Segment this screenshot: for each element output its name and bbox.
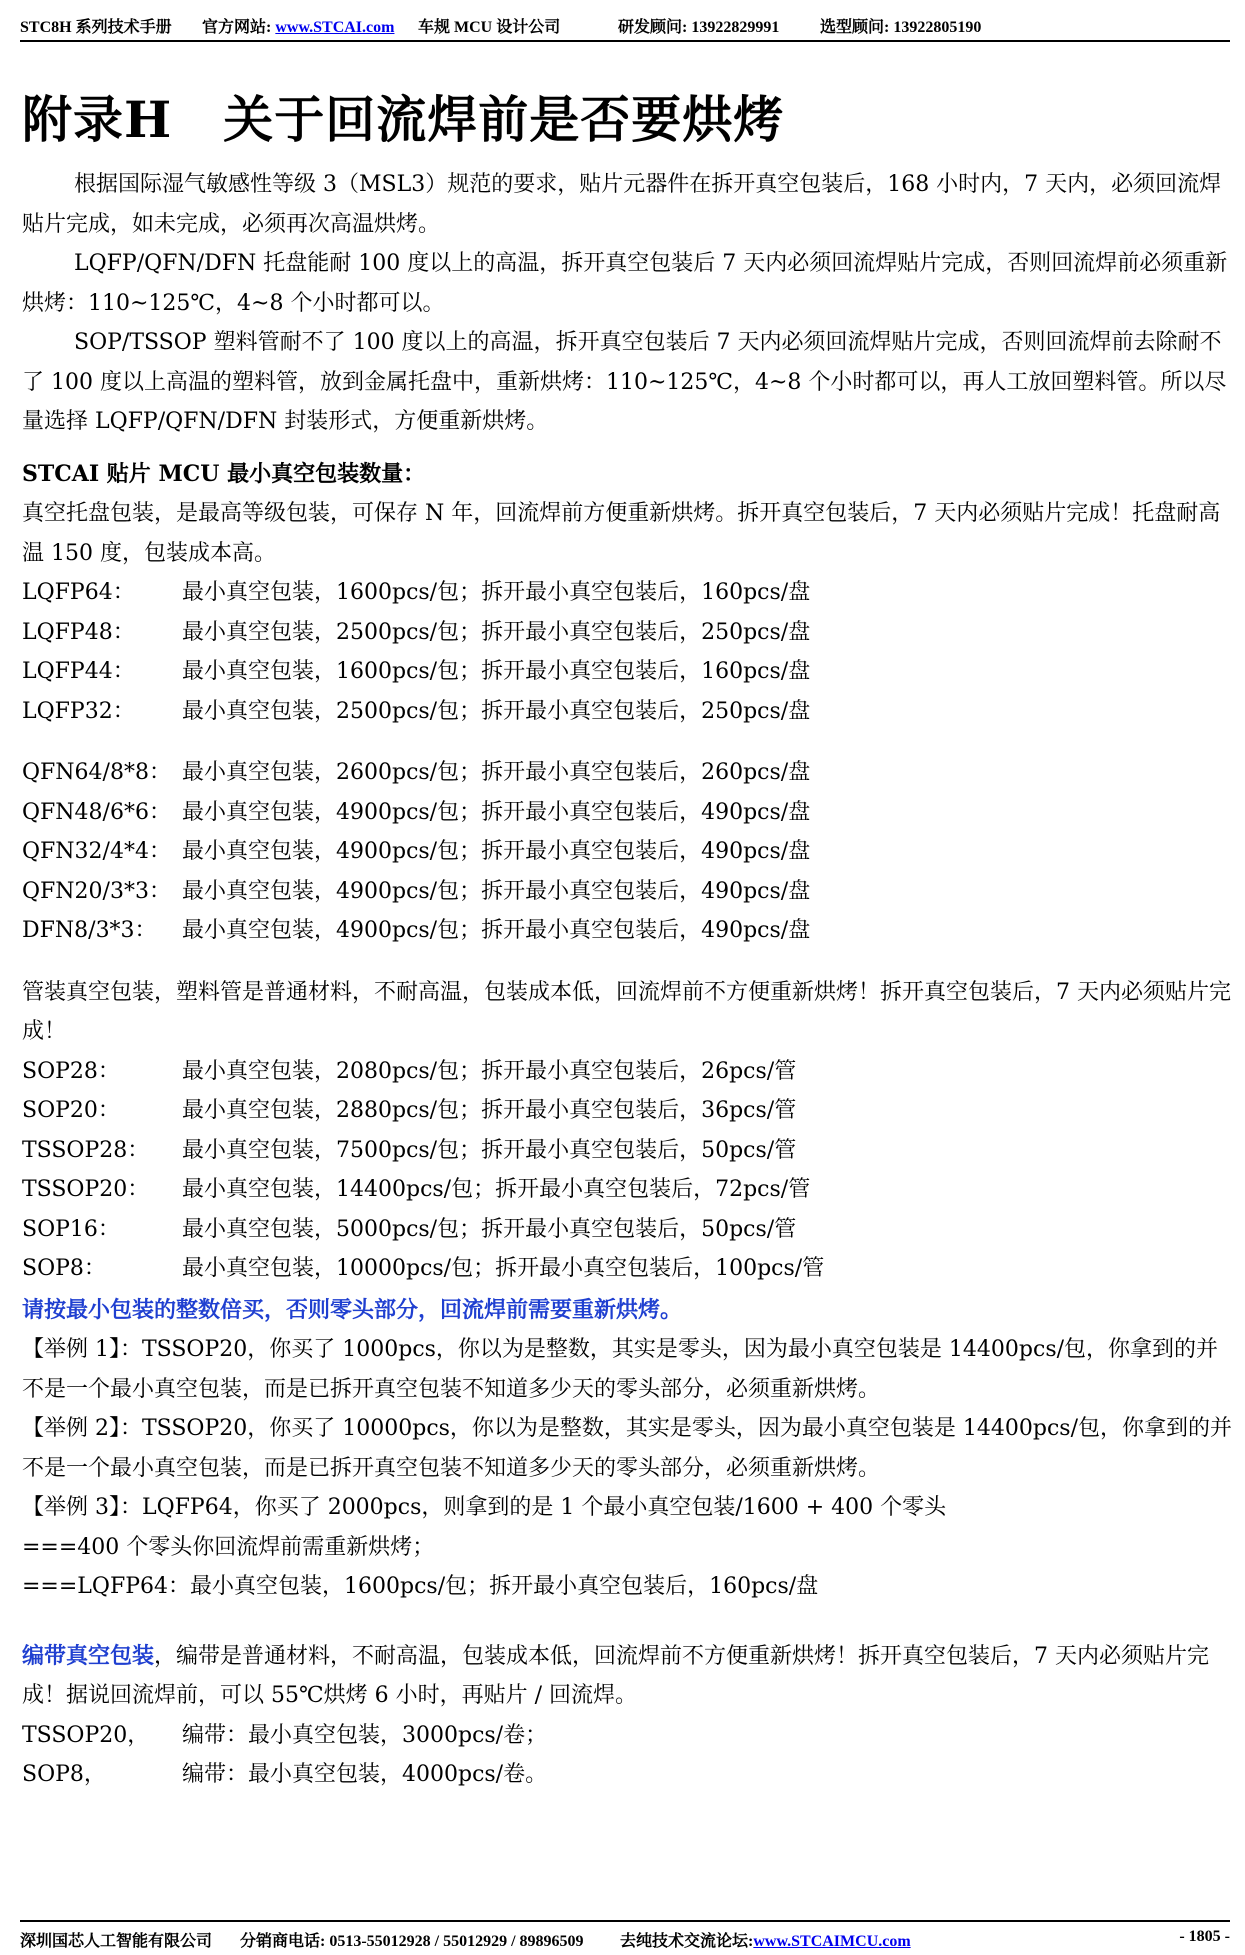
page-header — [20, 10, 1230, 42]
lqfp-row — [22, 573, 1232, 613]
spacer — [22, 1607, 1232, 1637]
package-spec: 最小真空包装，2880pcs/包；拆开最小真空包装后，36pcs/管 — [182, 1098, 797, 1123]
tape-row — [22, 1716, 1232, 1756]
manual-name: STC8H 系列技术手册 — [20, 19, 172, 36]
package-name: TSSOP28： — [22, 1137, 150, 1163]
qfn-row — [22, 753, 1232, 793]
example-2: 【举例 2】：TSSOP20，你买了 10000pcs，你以为是整数，其实是零头，因为最小真空包装是 14400pcs/包，你拿到的并不是一个最小真空包装，而是已拆开真空包装不知道多少天的零头部分，必须重新烘烤。 — [22, 1416, 1233, 1481]
tube-row — [22, 1249, 1232, 1289]
intro-paragraph-2: LQFP/QFN/DFN 托盘能耐 100 度以上的高温，拆开真空包装后 7 天内必须回流焊贴片完成，否则回流焊前必须重新烘烤：110~125℃，4~8 个小时都可以。 — [22, 251, 1228, 316]
lqfp-row — [22, 652, 1232, 692]
package-spec: 最小真空包装，2500pcs/包；拆开最小真空包装后，250pcs/盘 — [182, 619, 811, 645]
package-name: LQFP32： — [22, 698, 135, 724]
tape-lead: 编带真空包装 — [22, 1642, 155, 1669]
site-label: 官方网站: — [202, 19, 272, 36]
example-1: 【举例 1】：TSSOP20，你买了 1000pcs，你以为是整数，其实是零头，因为最小真空包装是 14400pcs/包，你拿到的并不是一个最小真空包装，而是已拆开真空包装不知道多少天的零头部分，必须重新烘烤。 — [22, 1337, 1219, 1402]
selection-consultant: 选型顾问: 13922805190 — [820, 19, 982, 36]
forum-label: 去纯技术交流论坛: — [620, 1933, 754, 1950]
tube-description: 管装真空包装，塑料管是普通材料，不耐高温，包装成本低，回流焊前不方便重新烘烤！拆开真空包装后，7 天内必须贴片完成！ — [22, 979, 1231, 1044]
package-name: SOP20： — [22, 1098, 120, 1123]
page-footer — [20, 1920, 1230, 1952]
tube-row — [22, 1210, 1232, 1250]
package-name: QFN32/4*4： — [22, 839, 171, 864]
tape-row — [22, 1755, 1232, 1795]
purchase-notice: 请按最小包装的整数倍买，否则零头部分，回流焊前需要重新烘烤。 — [22, 1296, 683, 1323]
package-name: LQFP48： — [22, 619, 135, 645]
intro-paragraph-3: SOP/TSSOP 塑料管耐不了 100 度以上的高温，拆开真空包装后 7 天内必须回流焊贴片完成，否则回流焊前去除耐不了 100 度以上高温的塑料管，放到金属托盘中，重新烘烤：110~125℃，4~8 个小时都可以，再人工放回塑料管。所以尽量选择 LQFP/QFN/DFN 封装形式，方便重新烘烤。 — [22, 330, 1227, 434]
intro-paragraph-1: 根据国际湿气敏感性等级 3（MSL3）规范的要求，贴片元器件在拆开真空包装后，168 小时内，7 天内，必须回流焊贴片完成，如未完成，必须再次高温烘烤。 — [22, 172, 1222, 237]
package-spec: 编带：最小真空包装，3000pcs/卷； — [182, 1722, 548, 1748]
footer-company: 深圳国芯人工智能有限公司 — [20, 1933, 213, 1950]
package-name: LQFP44： — [22, 659, 135, 684]
tray-description: 真空托盘包装，是最高等级包装，可保存 N 年，回流焊前方便重新烘烤。拆开真空包装后，7 天内必须贴片完成！托盘耐高温 150 度，包装成本高。 — [22, 501, 1221, 566]
package-spec: 最小真空包装，1600pcs/包；拆开最小真空包装后，160pcs/盘 — [182, 659, 811, 684]
package-name: LQFP64： — [22, 580, 135, 605]
package-spec: 最小真空包装，2080pcs/包；拆开最小真空包装后，26pcs/管 — [182, 1058, 797, 1084]
package-name: TSSOP20： — [22, 1177, 150, 1202]
tape-desc: ，编带是普通材料，不耐高温，包装成本低，回流焊前不方便重新烘烤！拆开真空包装后，7 天内必须贴片完成！据说回流焊前，可以 55℃烘烤 6 小时，再贴片 / 回流焊。 — [22, 1643, 1210, 1708]
package-name: QFN64/8*8： — [22, 760, 171, 785]
lqfp-row — [22, 613, 1232, 653]
package-spec: 最小真空包装，1600pcs/包；拆开最小真空包装后，160pcs/盘 — [182, 580, 811, 605]
package-name: TSSOP20， — [22, 1722, 150, 1748]
official-site — [202, 14, 394, 37]
package-name: SOP8： — [22, 1256, 106, 1281]
package-name: QFN20/3*3： — [22, 878, 171, 904]
spacer — [22, 731, 1232, 753]
tape-description — [22, 1637, 1232, 1716]
package-spec: 最小真空包装，4900pcs/包；拆开最小真空包装后，490pcs/盘 — [182, 839, 811, 864]
package-name: DFN8/3*3： — [22, 918, 157, 943]
tube-row — [22, 1170, 1232, 1210]
qfn-row — [22, 793, 1232, 833]
example-3: 【举例 3】：LQFP64，你买了 2000pcs，则拿到的是 1 个最小真空包装/1600 + 400 个零头 — [22, 1495, 947, 1520]
package-spec: 最小真空包装，5000pcs/包；拆开最小真空包装后，50pcs/管 — [182, 1216, 797, 1242]
forum-link[interactable]: www.STCAIMCU.com — [753, 1933, 911, 1950]
main-content — [22, 165, 1232, 1795]
package-spec: 最小真空包装，4900pcs/包；拆开最小真空包装后，490pcs/盘 — [182, 799, 811, 825]
qfn-row — [22, 832, 1232, 872]
package-spec: 最小真空包装，10000pcs/包；拆开最小真空包装后，100pcs/管 — [182, 1256, 825, 1281]
package-name: SOP8， — [22, 1762, 106, 1787]
example-3-note-1: ===400 个零头你回流焊前需重新烘烤； — [22, 1534, 435, 1560]
rd-consultant: 研发顾问: 13922829991 — [618, 19, 780, 36]
tube-row — [22, 1091, 1232, 1131]
site-link[interactable]: www.STCAI.com — [275, 19, 395, 36]
package-name: SOP28： — [22, 1058, 120, 1084]
footer-forum — [620, 1928, 911, 1951]
spacer — [22, 951, 1232, 973]
package-spec: 最小真空包装，2500pcs/包；拆开最小真空包装后，250pcs/盘 — [182, 698, 811, 724]
package-spec: 最小真空包装，4900pcs/包；拆开最小真空包装后，490pcs/盘 — [182, 878, 811, 904]
tube-row — [22, 1131, 1232, 1171]
page-title: 附录H 关于回流焊前是否要烘烤 — [22, 90, 785, 149]
package-spec: 编带：最小真空包装，4000pcs/卷。 — [182, 1762, 548, 1787]
company-tagline: 车规 MCU 设计公司 — [418, 19, 561, 36]
tube-row — [22, 1052, 1232, 1092]
package-spec: 最小真空包装，14400pcs/包；拆开最小真空包装后，72pcs/管 — [182, 1177, 811, 1202]
package-spec: 最小真空包装，2600pcs/包；拆开最小真空包装后，260pcs/盘 — [182, 760, 811, 785]
example-3-note-2: ===LQFP64：最小真空包装，1600pcs/包；拆开最小真空包装后，160pcs/盘 — [22, 1574, 819, 1599]
qfn-row — [22, 872, 1232, 912]
page-number: - 1805 - — [1179, 1928, 1230, 1945]
qfn-row — [22, 911, 1232, 951]
package-name: QFN48/6*6： — [22, 799, 171, 825]
package-name: SOP16： — [22, 1216, 120, 1242]
footer-phone: 分销商电话: 0513-55012928 / 55012929 / 89896509 — [240, 1933, 584, 1950]
section-heading: STCAI 贴片 MCU 最小真空包装数量： — [22, 460, 426, 487]
package-spec: 最小真空包装，7500pcs/包；拆开最小真空包装后，50pcs/管 — [182, 1137, 797, 1163]
lqfp-row — [22, 692, 1232, 732]
package-spec: 最小真空包装，4900pcs/包；拆开最小真空包装后，490pcs/盘 — [182, 918, 811, 943]
